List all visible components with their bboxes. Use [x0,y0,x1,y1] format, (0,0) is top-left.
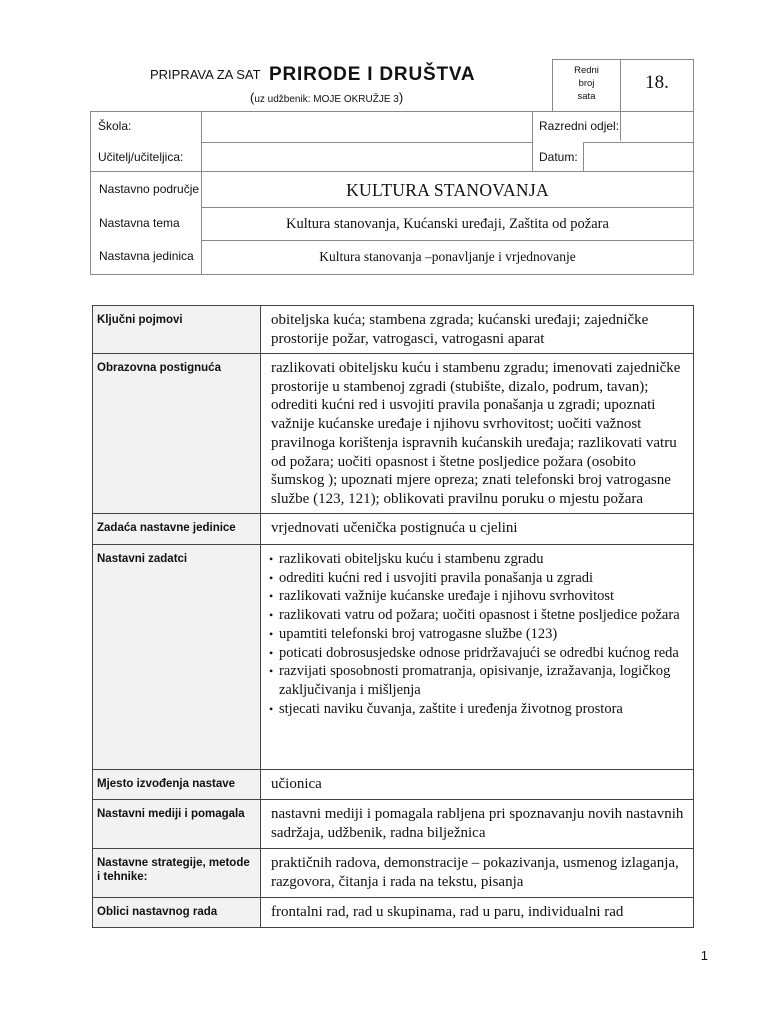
row-label: Mjesto izvođenja nastave [93,770,261,800]
row-value: praktičnih radova, demonstracije – pokazivanja, usmenog izlaganja, razgovora, čitanja i rada na tekstu, pisanja [261,849,694,898]
document-title [150,64,540,90]
date-label: Datum: [539,150,578,164]
school-label: Škola: [98,119,132,133]
textbook-label: uz udžbenik: MOJE OKRUŽJE 3 [254,94,399,105]
topic-label: Nastavna tema [99,216,180,230]
class-number-label-line: broj [578,78,595,89]
row-value: vrjednovati učenička postignuća u cjelini [261,514,694,545]
class-number-label-line: Redni [574,65,599,76]
table-row [93,800,694,849]
table-row [93,898,694,928]
subject-title: PRIRODE I DRUŠTVA [269,64,476,85]
row-value: nastavni mediji i pomagala rabljena pri spoznavanju novih nastavnih sadržaja, udžbenik, radna bilježnica [261,800,694,849]
list-item: • razlikovati obiteljsku kuću i stambenu zgradu [269,550,689,569]
title-prefix: PRIPRAVA ZA SAT [150,67,261,82]
teacher-label: Učitelj/učiteljica: [98,150,184,164]
textbook-note [250,90,490,108]
row-value [261,545,694,770]
row-label: Obrazovna postignuća [93,354,261,514]
list-item: • poticati dobrosusjedske odnose pridržavajući se odredbi kućnog reda [269,644,689,663]
list-item: • stjecati naviku čuvanja, zaštite i uređenja životnog prostora [269,700,689,719]
area-value: KULTURA STANOVANJA [346,180,549,200]
list-item: • odrediti kućni red i usvojiti pravila ponašanja u zgradi [269,569,689,588]
unit-label: Nastavna jedinica [99,249,194,263]
table-row [93,849,694,898]
row-label: Oblici nastavnog rada [93,898,261,928]
list-item: • upamtiti telefonski broj vatrogasne službe (123) [269,625,689,644]
class-number-label [553,64,620,103]
lesson-plan-table [92,305,694,928]
class-number-label-line: sata [577,91,596,102]
row-label: Zadaća nastavne jedinice [93,514,261,545]
table-row [93,306,694,354]
task-list [269,550,689,718]
paren-open: ( [250,90,255,105]
row-value: frontalni rad, rad u skupinama, rad u paru, individualni rad [261,898,694,928]
list-item: • razlikovati vatru od požara; uočiti opasnost i štetne posljedice požara [269,606,689,625]
row-label: Ključni pojmovi [93,306,261,354]
list-item: • razvijati sposobnosti promatranja, opisivanje, izražavanja, logičkog zaključivanja i mišljenja [269,662,689,699]
page-number: 1 [700,948,708,963]
table-row [93,514,694,545]
table-row [93,545,694,770]
class-label: Razredni odjel: [539,119,620,133]
topic-value: Kultura stanovanja, Kućanski uređaji, Zaštita od požara [286,216,609,232]
row-label: Nastavni zadatci [93,545,261,770]
area-label: Nastavno područje [99,182,200,196]
table-row [93,354,694,514]
row-label: Nastavne strategije, metode i tehnike: [93,849,261,898]
list-item: • razlikovati važnije kućanske uređaje i njihovu svrhovitost [269,587,689,606]
row-label: Nastavni mediji i pomagala [93,800,261,849]
table-row [93,770,694,800]
class-number: 18. [645,72,669,93]
row-value: razlikovati obiteljsku kuću i stambenu zgradu; imenovati zajedničke prostorije u stambenoj zgradi (stubište, dizalo, podrum, tavan); odrediti kućni red i usvojiti pravila ponašanja u zgradi; upoznati važnije kućanske uređaje i njihovu svrhovitost; uočiti važnost pravilnoga korištenja ispravnih kućanskih uređaja; razlikovati vatru od požara; uočiti opasnost i štetne posljedice požara (osobito šumskog ); upoznati mjere opreza; znati telefonski broj vatrogasne službe (123, 121); oblikovati pravilnu poruku o mjestu požara [261,354,694,514]
row-value: obiteljska kuća; stambena zgrada; kućanski uređaji; zajedničke prostorije požar, vatrogasci, vatrogasni aparat [261,306,694,354]
unit-value: Kultura stanovanja –ponavljanje i vrjednovanje [319,249,576,264]
row-value: učionica [261,770,694,800]
paren-close: ) [398,90,404,105]
